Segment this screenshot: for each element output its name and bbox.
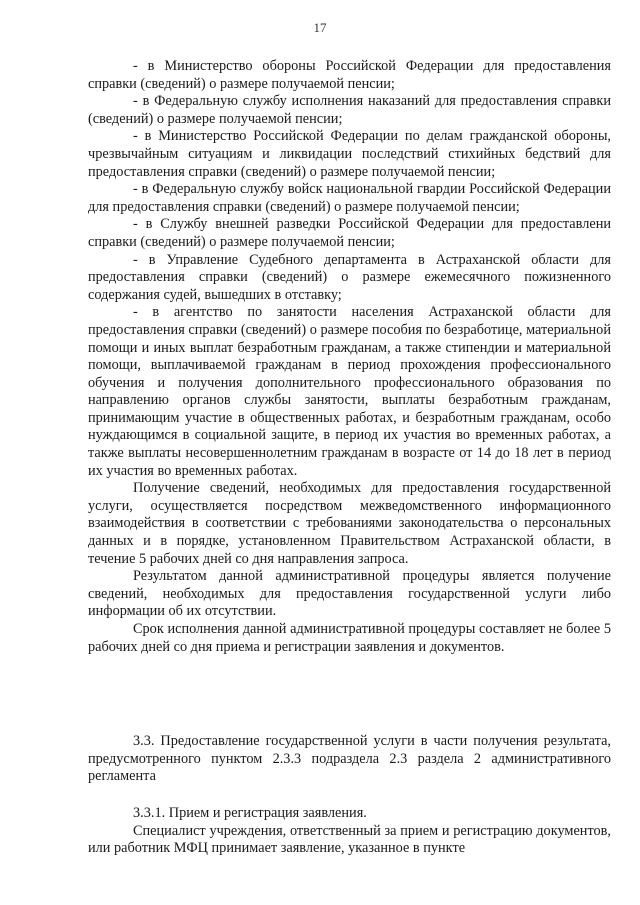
- paragraph-procedure-term: Срок исполнения данной административной процедуры составляет не более 5 рабочих дней со дня приема и регистрации заявления и документов.: [88, 621, 611, 655]
- document-body: [88, 58, 611, 670]
- paragraph-interagency-interaction: Получение сведений, необходимых для предоставления государственной услуги, осуществляется посредством межведомственного информационного взаимодействия в соответствии с требованиями законодательства о персональных данных и в порядке, установленном Правительством Астраханской области, в течение 5 рабочих дней со дня направления запроса.: [88, 480, 611, 567]
- paragraph-foreign-intelligence: - в Службу внешней разведки Российской Федерации для предоставлени справки (сведений) о размере получаемой пенсии;: [88, 216, 611, 250]
- paragraph-penitentiary-service: - в Федеральную службу исполнения наказаний для предоставления справки (сведений) о размере получаемой пенсии;: [88, 93, 611, 127]
- section-3-3-1: [88, 805, 611, 858]
- page-number: 17: [313, 20, 327, 35]
- paragraph-emergency-ministry: - в Министерство Российской Федерации по делам гражданской обороны, чрезвычайным ситуациям и ликвидации последствий стихийных бедствий для предоставления справки (сведений) о размере получаемой пенсии;: [88, 128, 611, 180]
- paragraph-procedure-result: Результатом данной административной процедуры является получение сведений, необходимых для предоставления государственной услуги либо информации об их отсутствии.: [88, 568, 611, 620]
- paragraph-national-guard: - в Федеральную службу войск национальной гвардии Российской Федерации для предоставления справки (сведений) о размере получаемой пенсии;: [88, 181, 611, 215]
- section-3-3-heading: 3.3. Предоставление государственной услуги в части получения результата, предусмотренного пунктом 2.3.3 подраздела 2.3 раздела 2 административного регламента: [88, 733, 611, 785]
- section-3-3-1-heading: 3.3.1. Прием и регистрация заявления.: [133, 805, 367, 821]
- section-3-3: [88, 733, 611, 786]
- section-3-3-1-text: Специалист учреждения, ответственный за прием и регистрацию документов, или работник МФЦ принимает заявление, указанное в пункте: [88, 822, 611, 857]
- paragraph-defense-ministry: - в Министерство обороны Российской Федерации для предоставления справки (сведений) о размере получаемой пенсии;: [88, 58, 611, 92]
- paragraph-judicial-department: - в Управление Судебного департамента в Астраханской области для предоставления справки (сведений) о размере ежемесячного пожизненного содержания судей, вышедших в отставку;: [88, 251, 611, 303]
- paragraph-employment-agency: - в агентство по занятости населения Астраханской области для предоставления справки (сведений) о размере пособия по безработице, материальной помощи и иных выплат безработным гражданам, а также стипендии и материальной помощи, выплачиваемой гражданам в период прохождения профессионального обучения и получения дополнительного профессионального образования по направлению органов службы занятости, выплаты безработным гражданам, принимающим участие в общественных работах, и безработным гражданам, особо нуждающимся в социальной защите, в период их участия во временных работах, а также выплаты несовершеннолетним гражданам в возрасте от 14 до 18 лет в период их участия во временных работах.: [88, 304, 611, 479]
